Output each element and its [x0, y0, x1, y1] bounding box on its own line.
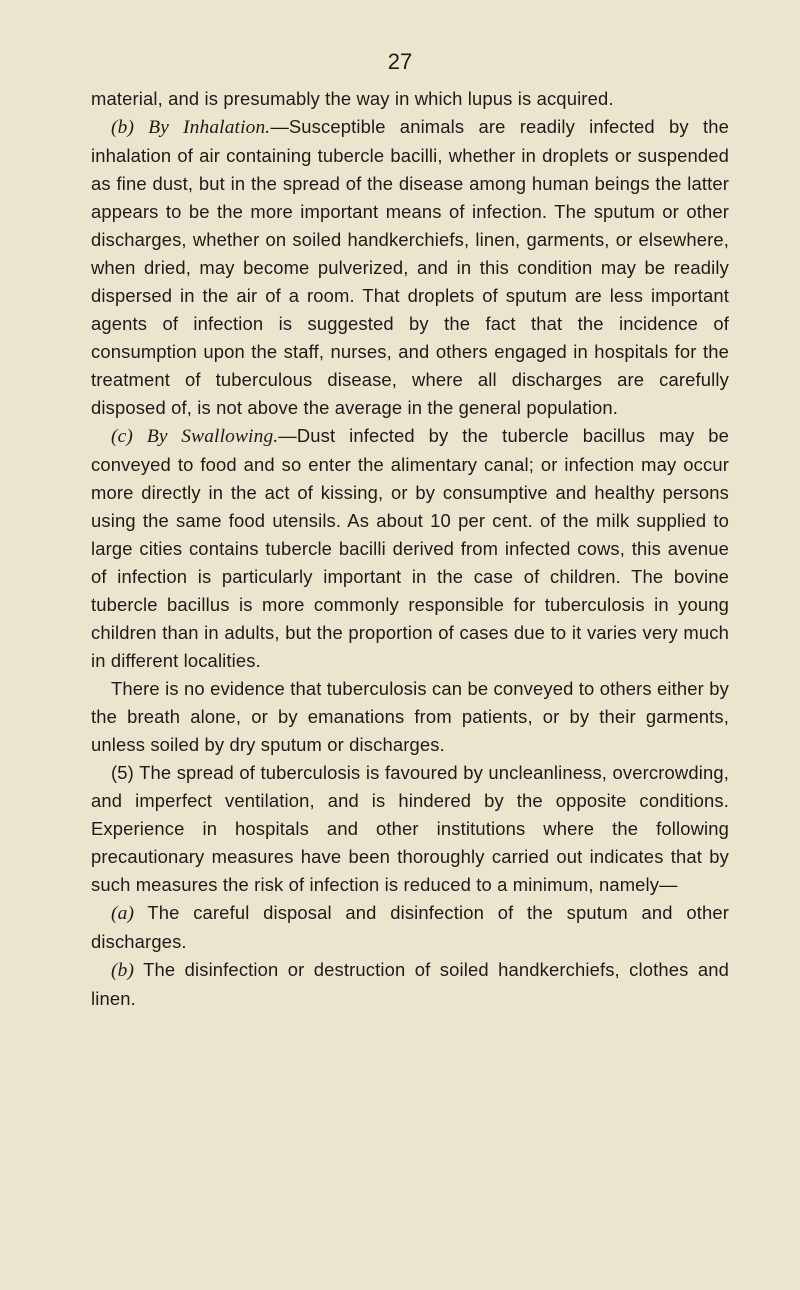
list-marker: (a) — [111, 903, 135, 924]
paragraph-no-evidence: There is no evidence that tuberculosis can be conveyed to others either by the breath alone, or by emanations from patients, or by their garments, unless soiled by dry sputum or discharges. — [91, 678, 729, 755]
paragraph-swallowing — [91, 422, 729, 675]
paragraph-measure-b — [91, 956, 729, 1013]
paragraph-body: —Susceptible animals are readily infected by the inhalation of air containing tubercle bacilli, whether in droplets or suspended as fine dust, but in the spread of the disease among human beings the latter appears to be the more important means of infection. The sputum or other discharges, whether on soiled handkerchiefs, linen, garments, or elsewhere, when dried, may become pulverized, and in this condition may be readily dispersed in the air of a room. That droplets of sputum are less important agents of infection is suggested by the fact that the incidence of consumption upon the staff, nurses, and others engaged in hospitals for the treatment of tuberculous disease, where all discharges are carefully disposed of, is not above the average in the general population. — [91, 116, 729, 418]
paragraph-lupus-continuation: material, and is presumably the way in which lupus is acquired. — [91, 88, 614, 109]
paragraph-inhalation — [91, 113, 729, 422]
paragraph-spread-factors: (5) The spread of tuberculosis is favoured by uncleanliness, overcrowding, and imperfect ventilation, and is hindered by the opposite conditions. Experience in hospitals and other institutions where the following precautionary measures have been thoroughly carried out indicates that by such measures the risk of infection is reduced to a minimum, namely— — [91, 762, 729, 895]
section-heading-inhalation: By Inhalation. — [148, 117, 271, 138]
list-marker: (b) — [111, 117, 135, 138]
paragraph-body: The careful disposal and disinfection of the sputum and other discharges. — [91, 902, 729, 952]
list-marker: (b) — [111, 960, 135, 981]
paragraph-measure-a — [91, 899, 729, 956]
list-marker: (c) — [111, 426, 133, 447]
body-text — [91, 85, 729, 1013]
page-number: 27 — [387, 49, 413, 74]
section-heading-swallowing: By Swallowing. — [146, 426, 279, 447]
paragraph-body: The disinfection or destruction of soiled handkerchiefs, clothes and linen. — [91, 959, 729, 1009]
paragraph-body: —Dust infected by the tubercle bacillus may be conveyed to food and so enter the alimentary canal; or infection may occur more directly in the act of kissing, or by consumptive and healthy persons using the same food utensils. As about 10 per cent. of the milk supplied to large cities contains tubercle bacilli derived from infected cows, this avenue of infection is particularly important in the case of children. The bovine tubercle bacillus is more commonly responsible for tuberculosis in young children than in adults, but the proportion of cases due to it varies very much in different localities. — [91, 425, 729, 671]
